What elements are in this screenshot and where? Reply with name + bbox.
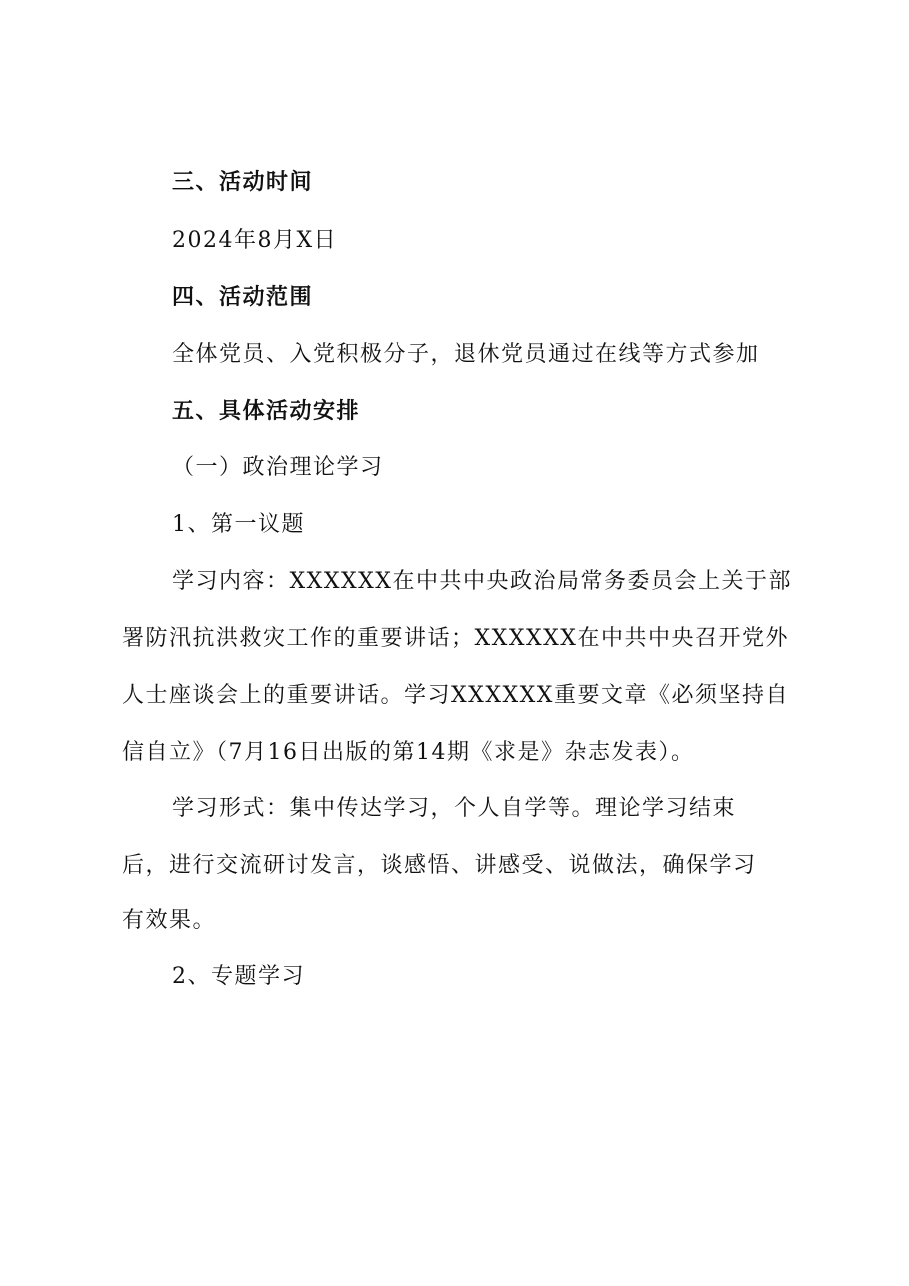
subsection-heading-political-theory: （一）政治理论学习: [172, 455, 384, 480]
section-heading-activity-scope: 四、活动范围: [172, 285, 314, 310]
study-content-line-2: 署防汛抗洪救灾工作的重要讲话；XXXXXX在中共中央召开党外: [122, 626, 789, 651]
activity-date: 2024年8月X日: [172, 228, 338, 253]
study-content-line-4: 信自立》（7月16日出版的第14期《求是》杂志发表）。: [122, 740, 695, 765]
study-content-line-1: 学习内容：XXXXXX在中共中央政治局常务委员会上关于部: [172, 569, 792, 594]
activity-scope-text: 全体党员、入党积极分子，退休党员通过在线等方式参加: [172, 342, 760, 367]
study-form-line-2: 后，进行交流研讨发言，谈感悟、讲感受、说做法，确保学习: [122, 853, 757, 878]
item-heading-special-study: 2、专题学习: [172, 964, 305, 989]
study-content-line-3: 人士座谈会上的重要讲话。学习XXXXXX重要文章《必须坚持自: [122, 683, 789, 708]
study-form-line-1: 学习形式：集中传达学习，个人自学等。理论学习结束: [172, 796, 737, 821]
item-heading-first-topic: 1、第一议题: [172, 512, 305, 537]
section-heading-activity-arrangement: 五、具体活动安排: [172, 399, 361, 424]
section-heading-activity-time: 三、活动时间: [172, 170, 314, 195]
study-form-line-3: 有效果。: [122, 908, 217, 933]
